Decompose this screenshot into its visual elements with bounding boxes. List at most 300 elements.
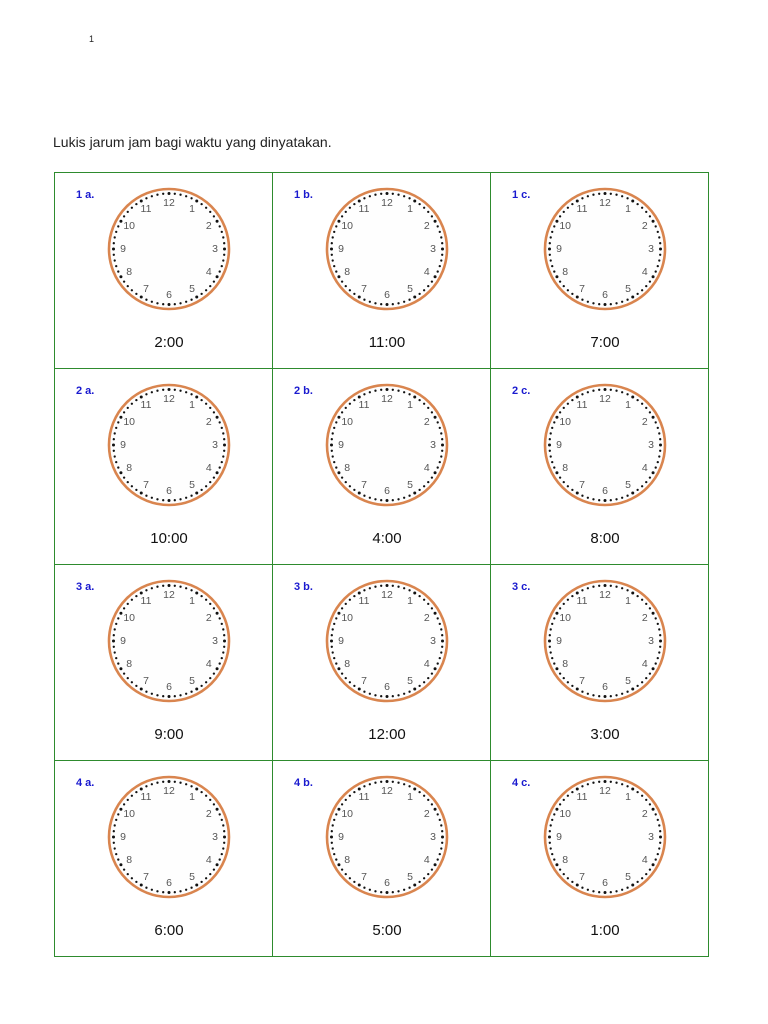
clock-number: 11 bbox=[140, 791, 152, 804]
minute-tick bbox=[221, 461, 223, 463]
minute-tick bbox=[645, 873, 647, 875]
minute-tick bbox=[213, 868, 215, 870]
clock-number: 5 bbox=[625, 282, 631, 295]
minute-tick bbox=[549, 842, 551, 844]
minute-tick bbox=[345, 873, 347, 875]
minute-tick bbox=[135, 489, 137, 491]
minute-tick bbox=[349, 877, 351, 879]
page-number: 1 bbox=[89, 34, 95, 44]
minute-tick bbox=[553, 270, 555, 272]
minute-tick bbox=[123, 607, 125, 609]
minute-tick bbox=[345, 407, 347, 409]
minute-tick bbox=[213, 672, 215, 674]
minute-tick bbox=[441, 830, 443, 832]
minute-tick bbox=[598, 389, 600, 391]
clock-number: 9 bbox=[556, 831, 562, 843]
question-label: 4 b. bbox=[294, 777, 313, 789]
minute-tick bbox=[114, 259, 116, 261]
minute-tick bbox=[441, 450, 443, 452]
minute-tick bbox=[145, 785, 147, 787]
minute-tick bbox=[112, 836, 115, 839]
minute-tick bbox=[195, 591, 198, 594]
minute-tick bbox=[174, 193, 176, 195]
minute-tick bbox=[621, 497, 623, 499]
minute-tick bbox=[549, 438, 551, 440]
minute-tick bbox=[571, 685, 573, 687]
minute-tick bbox=[223, 248, 226, 251]
minute-tick bbox=[549, 242, 551, 244]
minute-tick bbox=[221, 853, 223, 855]
minute-tick bbox=[437, 225, 439, 227]
minute-tick bbox=[408, 393, 410, 395]
minute-tick bbox=[349, 795, 351, 797]
minute-tick bbox=[209, 603, 211, 605]
minute-tick bbox=[555, 667, 558, 670]
minute-tick bbox=[626, 785, 628, 787]
minute-tick bbox=[615, 498, 617, 500]
minute-tick bbox=[341, 607, 343, 609]
minute-tick bbox=[563, 677, 565, 679]
clock-number: 2 bbox=[205, 612, 212, 624]
minute-tick bbox=[437, 858, 439, 860]
minute-tick bbox=[604, 192, 607, 195]
minute-tick bbox=[386, 695, 389, 698]
minute-tick bbox=[610, 695, 612, 697]
clock-number: 10 bbox=[123, 612, 136, 624]
minute-tick bbox=[363, 691, 365, 693]
minute-tick bbox=[174, 499, 176, 501]
minute-tick bbox=[431, 672, 433, 674]
minute-tick bbox=[610, 891, 612, 893]
minute-tick bbox=[223, 640, 226, 643]
minute-tick bbox=[135, 881, 137, 883]
minute-tick bbox=[413, 395, 416, 398]
minute-tick bbox=[223, 438, 225, 440]
minute-tick bbox=[332, 236, 334, 238]
minute-tick bbox=[592, 302, 594, 304]
minute-tick bbox=[117, 270, 119, 272]
minute-tick bbox=[555, 471, 558, 474]
minute-tick bbox=[358, 492, 361, 495]
minute-tick bbox=[332, 432, 334, 434]
minute-tick bbox=[123, 411, 125, 413]
clock-number: 6 bbox=[602, 485, 608, 497]
minute-tick bbox=[195, 296, 198, 299]
clock-number: 2 bbox=[205, 808, 212, 820]
minute-tick bbox=[551, 461, 553, 463]
minute-tick bbox=[140, 296, 143, 299]
minute-tick bbox=[439, 623, 441, 625]
minute-tick bbox=[200, 399, 202, 401]
clock-number: 4 bbox=[641, 658, 648, 670]
minute-tick bbox=[135, 203, 137, 205]
minute-tick bbox=[358, 591, 361, 594]
minute-tick bbox=[374, 586, 376, 588]
minute-tick bbox=[174, 389, 176, 391]
minute-tick bbox=[571, 399, 573, 401]
minute-tick bbox=[549, 830, 551, 832]
minute-tick bbox=[119, 863, 122, 866]
minute-tick bbox=[374, 782, 376, 784]
minute-tick bbox=[162, 781, 164, 783]
minute-tick bbox=[115, 623, 117, 625]
minute-tick bbox=[657, 623, 659, 625]
minute-tick bbox=[626, 887, 628, 889]
clock-number: 11 bbox=[140, 203, 152, 216]
minute-tick bbox=[440, 651, 442, 653]
minute-tick bbox=[216, 471, 219, 474]
minute-tick bbox=[423, 681, 425, 683]
minute-tick bbox=[645, 677, 647, 679]
minute-tick bbox=[112, 640, 115, 643]
minute-tick bbox=[598, 499, 600, 501]
minute-tick bbox=[114, 455, 116, 457]
minute-tick bbox=[205, 795, 207, 797]
minute-tick bbox=[333, 427, 335, 429]
clock-number: 12 bbox=[381, 785, 393, 797]
minute-tick bbox=[174, 695, 176, 697]
minute-tick bbox=[115, 853, 117, 855]
minute-tick bbox=[353, 203, 355, 205]
minute-tick bbox=[397, 498, 399, 500]
clock-number: 11 bbox=[576, 595, 588, 608]
minute-tick bbox=[551, 231, 553, 233]
minute-tick bbox=[140, 884, 143, 887]
clock-number: 9 bbox=[120, 439, 126, 451]
clock-number: 7 bbox=[143, 674, 149, 687]
minute-tick bbox=[598, 781, 600, 783]
minute-tick bbox=[179, 302, 181, 304]
minute-tick bbox=[615, 782, 617, 784]
clock-number: 5 bbox=[407, 478, 413, 491]
clock-number: 1 bbox=[625, 791, 631, 804]
clock-number: 7 bbox=[143, 870, 149, 883]
minute-tick bbox=[610, 585, 612, 587]
minute-tick bbox=[222, 628, 224, 630]
minute-tick bbox=[168, 584, 171, 587]
minute-tick bbox=[392, 585, 394, 587]
minute-tick bbox=[615, 390, 617, 392]
minute-tick bbox=[403, 693, 405, 695]
minute-tick bbox=[330, 248, 333, 251]
minute-tick bbox=[331, 450, 333, 452]
minute-tick bbox=[353, 489, 355, 491]
clock-number: 10 bbox=[559, 808, 572, 820]
minute-tick bbox=[657, 427, 659, 429]
minute-tick bbox=[151, 587, 153, 589]
minute-tick bbox=[615, 302, 617, 304]
clock-number: 7 bbox=[579, 282, 585, 295]
minute-tick bbox=[221, 231, 223, 233]
minute-tick bbox=[636, 791, 638, 793]
minute-tick bbox=[439, 231, 441, 233]
minute-tick bbox=[219, 617, 221, 619]
minute-tick bbox=[615, 890, 617, 892]
minute-tick bbox=[431, 476, 433, 478]
clock-number: 6 bbox=[602, 877, 608, 889]
clock-number: 8 bbox=[126, 266, 133, 278]
minute-tick bbox=[331, 254, 333, 256]
minute-tick bbox=[349, 485, 351, 487]
minute-tick bbox=[337, 808, 340, 811]
minute-tick bbox=[563, 407, 565, 409]
minute-tick bbox=[332, 628, 334, 630]
minute-tick bbox=[645, 603, 647, 605]
minute-tick bbox=[337, 667, 340, 670]
minute-tick bbox=[335, 858, 337, 860]
minute-tick bbox=[353, 293, 355, 295]
minute-tick bbox=[386, 780, 389, 783]
minute-tick bbox=[548, 640, 551, 643]
minute-tick bbox=[592, 498, 594, 500]
clock-number: 3 bbox=[430, 831, 436, 843]
clock-cell bbox=[491, 761, 709, 957]
minute-tick bbox=[145, 299, 147, 301]
minute-tick bbox=[604, 891, 607, 894]
time-text: 2:00 bbox=[154, 334, 184, 351]
minute-tick bbox=[403, 391, 405, 393]
clock-number: 1 bbox=[407, 399, 413, 412]
clock-number: 6 bbox=[166, 289, 172, 301]
minute-tick bbox=[423, 403, 425, 405]
minute-tick bbox=[386, 192, 389, 195]
minute-tick bbox=[179, 498, 181, 500]
minute-tick bbox=[658, 651, 660, 653]
minute-tick bbox=[219, 466, 221, 468]
minute-tick bbox=[127, 799, 129, 801]
time-text: 8:00 bbox=[590, 530, 620, 547]
minute-tick bbox=[332, 847, 334, 849]
minute-tick bbox=[131, 403, 133, 405]
clock-number: 4 bbox=[423, 658, 430, 670]
minute-tick bbox=[374, 390, 376, 392]
minute-tick bbox=[335, 270, 337, 272]
minute-tick bbox=[135, 293, 137, 295]
minute-tick bbox=[190, 495, 192, 497]
minute-tick bbox=[598, 303, 600, 305]
minute-tick bbox=[333, 623, 335, 625]
clock-number: 5 bbox=[407, 282, 413, 295]
minute-tick bbox=[655, 225, 657, 227]
minute-tick bbox=[363, 785, 365, 787]
minute-tick bbox=[131, 485, 133, 487]
minute-tick bbox=[127, 481, 129, 483]
minute-tick bbox=[652, 275, 655, 278]
minute-tick bbox=[553, 225, 555, 227]
minute-tick bbox=[413, 492, 416, 495]
minute-tick bbox=[659, 438, 661, 440]
minute-tick bbox=[156, 194, 158, 196]
minute-tick bbox=[349, 681, 351, 683]
minute-tick bbox=[658, 847, 660, 849]
minute-tick bbox=[135, 685, 137, 687]
minute-tick bbox=[441, 254, 443, 256]
question-label: 3 b. bbox=[294, 581, 313, 593]
clock-cell bbox=[273, 369, 491, 565]
clock-number: 11 bbox=[358, 791, 370, 804]
minute-tick bbox=[380, 891, 382, 893]
question-label: 2 c. bbox=[512, 385, 531, 397]
minute-tick bbox=[216, 667, 219, 670]
minute-tick bbox=[380, 389, 382, 391]
minute-tick bbox=[598, 585, 600, 587]
minute-tick bbox=[156, 586, 158, 588]
minute-tick bbox=[423, 289, 425, 291]
minute-tick bbox=[418, 791, 420, 793]
minute-tick bbox=[369, 195, 371, 197]
clock-number: 4 bbox=[423, 854, 430, 866]
minute-tick bbox=[185, 693, 187, 695]
clock-number: 1 bbox=[189, 399, 195, 412]
minute-tick bbox=[636, 293, 638, 295]
minute-tick bbox=[440, 628, 442, 630]
minute-tick bbox=[567, 289, 569, 291]
clock-number: 12 bbox=[599, 197, 611, 209]
minute-tick bbox=[131, 599, 133, 601]
minute-tick bbox=[127, 677, 129, 679]
minute-tick bbox=[131, 207, 133, 209]
minute-tick bbox=[610, 193, 612, 195]
clock-number: 10 bbox=[123, 416, 136, 428]
minute-tick bbox=[592, 890, 594, 892]
minute-tick bbox=[563, 285, 565, 287]
minute-tick bbox=[418, 489, 420, 491]
minute-tick bbox=[437, 466, 439, 468]
minute-tick bbox=[341, 280, 343, 282]
minute-tick bbox=[631, 492, 634, 495]
minute-tick bbox=[559, 607, 561, 609]
minute-tick bbox=[615, 586, 617, 588]
minute-tick bbox=[140, 199, 143, 202]
minute-tick bbox=[213, 803, 215, 805]
minute-tick bbox=[156, 390, 158, 392]
clock-number: 9 bbox=[120, 243, 126, 255]
clock-number: 7 bbox=[579, 870, 585, 883]
minute-tick bbox=[374, 194, 376, 196]
minute-tick bbox=[563, 799, 565, 801]
question-label: 4 a. bbox=[76, 777, 95, 789]
minute-tick bbox=[550, 628, 552, 630]
minute-tick bbox=[185, 391, 187, 393]
minute-tick bbox=[332, 259, 334, 261]
minute-tick bbox=[592, 782, 594, 784]
minute-tick bbox=[649, 868, 651, 870]
minute-tick bbox=[363, 589, 365, 591]
clock-number: 1 bbox=[625, 399, 631, 412]
clock-number: 7 bbox=[143, 282, 149, 295]
minute-tick bbox=[151, 301, 153, 303]
minute-tick bbox=[636, 489, 638, 491]
minute-tick bbox=[349, 403, 351, 405]
minute-tick bbox=[145, 691, 147, 693]
minute-tick bbox=[423, 795, 425, 797]
minute-tick bbox=[205, 289, 207, 291]
minute-tick bbox=[335, 225, 337, 227]
minute-tick bbox=[434, 667, 437, 670]
minute-tick bbox=[631, 688, 634, 691]
minute-tick bbox=[345, 603, 347, 605]
minute-tick bbox=[440, 259, 442, 261]
question-label: 1 c. bbox=[512, 189, 531, 201]
clock-number: 3 bbox=[212, 831, 218, 843]
minute-tick bbox=[219, 225, 221, 227]
clock-number: 5 bbox=[189, 282, 195, 295]
minute-tick bbox=[119, 220, 122, 223]
minute-tick bbox=[431, 280, 433, 282]
minute-tick bbox=[209, 407, 211, 409]
minute-tick bbox=[135, 399, 137, 401]
minute-tick bbox=[127, 211, 129, 213]
minute-tick bbox=[331, 438, 333, 440]
minute-tick bbox=[190, 691, 192, 693]
minute-tick bbox=[576, 199, 579, 202]
minute-tick bbox=[571, 489, 573, 491]
minute-tick bbox=[209, 211, 211, 213]
minute-tick bbox=[657, 265, 659, 267]
minute-tick bbox=[195, 884, 198, 887]
minute-tick bbox=[439, 853, 441, 855]
clock-number: 9 bbox=[338, 243, 344, 255]
minute-tick bbox=[626, 691, 628, 693]
minute-tick bbox=[559, 803, 561, 805]
clock-number: 11 bbox=[140, 399, 152, 412]
minute-tick bbox=[200, 791, 202, 793]
minute-tick bbox=[610, 389, 612, 391]
minute-tick bbox=[423, 877, 425, 879]
minute-tick bbox=[185, 587, 187, 589]
minute-tick bbox=[223, 836, 226, 839]
minute-tick bbox=[363, 197, 365, 199]
minute-tick bbox=[112, 444, 115, 447]
clock-number: 3 bbox=[648, 635, 654, 647]
minute-tick bbox=[119, 471, 122, 474]
minute-tick bbox=[331, 242, 333, 244]
minute-tick bbox=[553, 617, 555, 619]
minute-tick bbox=[213, 280, 215, 282]
minute-tick bbox=[440, 455, 442, 457]
minute-tick bbox=[374, 694, 376, 696]
minute-tick bbox=[553, 813, 555, 815]
question-label: 3 a. bbox=[76, 581, 95, 593]
clock-number: 10 bbox=[123, 808, 136, 820]
minute-tick bbox=[418, 399, 420, 401]
clock-number: 6 bbox=[166, 485, 172, 497]
minute-tick bbox=[576, 296, 579, 299]
minute-tick bbox=[427, 481, 429, 483]
minute-tick bbox=[145, 393, 147, 395]
minute-tick bbox=[631, 395, 634, 398]
minute-tick bbox=[551, 427, 553, 429]
minute-tick bbox=[631, 884, 634, 887]
clock-cell bbox=[273, 173, 491, 369]
minute-tick bbox=[441, 242, 443, 244]
minute-tick bbox=[135, 595, 137, 597]
minute-tick bbox=[550, 259, 552, 261]
minute-tick bbox=[427, 285, 429, 287]
minute-tick bbox=[369, 497, 371, 499]
minute-tick bbox=[587, 889, 589, 891]
minute-tick bbox=[576, 688, 579, 691]
minute-tick bbox=[117, 858, 119, 860]
minute-tick bbox=[123, 476, 125, 478]
minute-tick bbox=[127, 285, 129, 287]
minute-tick bbox=[657, 461, 659, 463]
minute-tick bbox=[649, 672, 651, 674]
minute-tick bbox=[567, 485, 569, 487]
minute-tick bbox=[151, 783, 153, 785]
minute-tick bbox=[386, 584, 389, 587]
minute-tick bbox=[397, 586, 399, 588]
